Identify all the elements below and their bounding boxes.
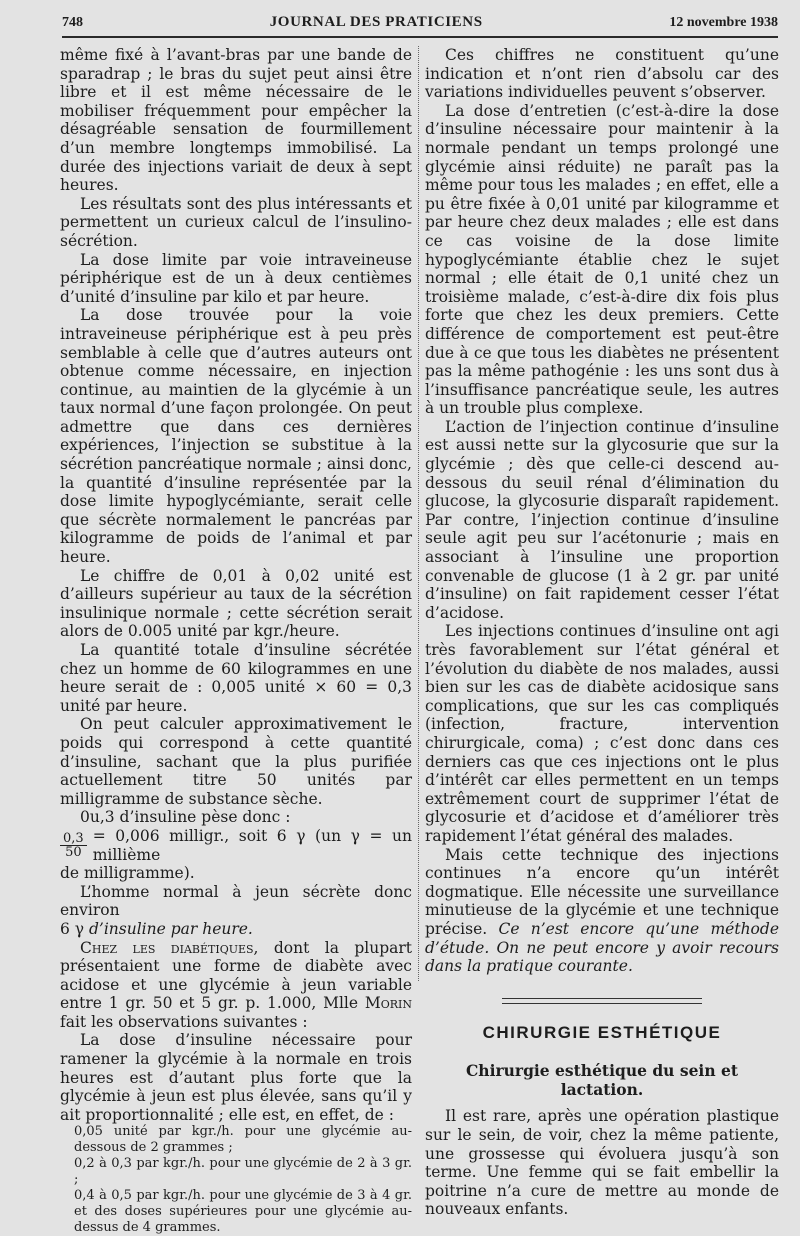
paragraph: 0u,3 d’insuline pèse donc :: [80, 808, 291, 827]
issue-date: 12 novembre 1938: [669, 15, 778, 30]
italic-text: Ce n’est encore qu’une méthode d’étude. On ne peut encore y avoir recours dans la pratique courante.: [425, 919, 779, 976]
list-item: 0,4 à 0,5 par kgr./h. pour une glycémie de 3 à 4 gr. et des doses supérieures pour une glycémie au-dessus de 4 grammes.: [74, 1188, 412, 1236]
paragraph: L’action de l’injection continue d’insuline est aussi nette sur la glycosurie que sur la glycémie ; dès que celle-ci descend au-dessous du seuil rénal d’élimination du glucose, la glycosurie disparaît rapidement. Par contre, l’injection continue d’insuline seule agit peu sur l’acétonurie ; mais en associant à l’insuline une proportion convenable de glucose (1 à 2 gr. par unité d’insuline) on fait rapidement cesser l’état d’acidose.: [425, 417, 779, 622]
fraction-denominator: 50: [65, 845, 82, 861]
section-title: CHIRURGIE ESTHÉTIQUE: [482, 1022, 722, 1042]
right-column: [425, 46, 779, 1219]
subsection-title: Chirurgie esthétique du sein et lactation.: [465, 1061, 739, 1099]
text: Mais cette technique des injections continues n’a encore qu’un intérêt dogmatique. Elle nécessite une surveillance minutieuse de la glycémie et une technique précise.: [425, 845, 779, 938]
paragraph: même fixé à l’avant-bras par une bande de sparadrap ; le bras du sujet peut ainsi être libre et il est même nécessaire de le mobiliser fréquemment pour empêcher la désagréable sensation de fourmillement d’un membre longtemps immobilisé. La durée des injections variait de deux à sept heures.: [60, 46, 412, 195]
paragraph: [60, 920, 412, 939]
formula-line: [60, 827, 412, 864]
fraction: [60, 832, 87, 859]
left-column: [60, 46, 412, 1236]
column-divider: [418, 46, 419, 981]
text: fait les observations suivantes :: [60, 1012, 308, 1031]
section-rule: [502, 998, 702, 1004]
paragraph: La dose d’insuline nécessaire pour ramener la glycémie à la normale en trois heures est d’autant plus forte que la glycémie à jeun est plus élevée, sans qu’il y ait proportionnalité ; elle est, en effet, de :: [60, 1031, 412, 1124]
paragraph: L’homme normal à jeun sécrète donc environ: [60, 882, 412, 920]
text: 6 γ: [60, 919, 89, 938]
paragraph: La quantité totale d’insuline sécrétée chez un homme de 60 kilogrammes en une heure serait de : 0,005 unité × 60 = 0,3 unité par heure.: [60, 641, 412, 715]
paragraph: Ces chiffres ne constituent qu’une indication et n’ont rien d’absolu car des variations individuelles peuvent s’observer.: [425, 46, 779, 102]
paragraph: On peut calculer approximativement le poids qui correspond à cette quantité d’insuline, sachant que la plus purifiée actuellement titre 50 unités par milligramme de substance sèche.: [60, 715, 412, 808]
paragraph: Le chiffre de 0,01 à 0,02 unité est d’ailleurs supérieur au taux de la sécrétion insulinique normale ; cette sécrétion serait alors de 0.005 unité par kgr./heure.: [60, 566, 412, 641]
page-number: 748: [62, 15, 83, 30]
fraction-numerator: 0,3: [60, 832, 87, 846]
paragraph: La dose trouvée pour la voie intraveineuse périphérique est à peu près semblable à celle que d’autres auteurs ont obtenue comme nécessaire, en injection continue, au maintien de la glycémie à un taux normal d’une façon prolongée. On peut admettre que dans ces dernières expériences, l’injection se substitue à la sécrétion pancréatique normale ; ainsi donc, la quantité d’insuline représentée par la dose limite hypoglycémiante, serait celle que sécrète normalement le pancréas par kilogramme de poids de l’animal et par heure.: [60, 306, 412, 567]
paragraph: Les injections continues d’insuline ont agi très favorablement sur l’état général et l’évolution du diabète de nos malades, aussi bien sur les cas de diabète acidosique sans complications, que sur les cas compliqués (infection, fracture, intervention chirurgicale, coma) ; c’est donc dans ces derniers cas que ces injections ont le plus d’intérêt car elles permettent en un temps extrêmement court de supprimer l’état de glycosurie et d’acidose et d’améliorer très rapidement l’état général des malades.: [425, 622, 779, 845]
paragraph: La dose d’entretien (c’est-à-dire la dose d’insuline nécessaire pour maintenir à la normale pendant un temps prolongé une glycémie ainsi réduite) ne paraît pas la même pour tous les malades ; en effet, elle a pu être fixée à 0,01 unité par kilogramme et par heure chez deux malades ; elle est dans ce cas voisine de la dose limite hypoglycémiante établie chez le sujet normal ; elle était de 0,1 unité chez un troisième malade, c’est-à-dire dix fois plus forte que chez les deux premiers. Cette différence de comportement est peut-être due à ce que tous les diabètes ne présentent pas la même pathogénie : les uns sont dus à l’insuffisance pancréatique seule, les autres à un trouble plus complexe.: [425, 101, 779, 418]
paragraph: [60, 939, 412, 1032]
running-header: [62, 14, 778, 38]
list-item: 0,05 unité par kgr./h. pour une glycémie au-dessous de 2 grammes ;: [74, 1124, 412, 1156]
text: dont la plupart présentaient une forme de diabète avec acidose et une glycémie à jeun variable entre 1 gr. 50 et 5 gr. p. 1.000, Mlle: [60, 938, 412, 1013]
paragraph: Il est rare, après une opération plastique sur le sein, de voir, chez la même patiente, une grossesse qui évoluera jusqu’à son terme. Une femme qui se fait embellir la poitrine n’a cure de mettre au monde de nouveaux enfants.: [425, 1107, 779, 1219]
formula-text: = 0,006 milligr., soit 6 γ (un γ = un millième: [92, 826, 412, 864]
journal-title: JOURNAL DES PRATICIENS: [269, 14, 483, 30]
paragraph: de milligramme).: [60, 864, 195, 883]
author-name: Morin: [364, 994, 412, 1013]
italic-text: d’insuline par heure.: [88, 919, 253, 938]
small-caps-text: Chez les diabétiques,: [80, 938, 259, 957]
paragraph: Les résultats sont des plus intéressants et permettent un curieux calcul de l’insulino-sécrétion.: [60, 194, 412, 250]
paragraph: La dose limite par voie intraveineuse périphérique est de un à deux centièmes d’unité d’insuline par kilo et par heure.: [60, 250, 412, 306]
list-item: 0,2 à 0,3 par kgr./h. pour une glycémie de 2 à 3 gr. ;: [74, 1156, 412, 1188]
paragraph: [425, 846, 779, 976]
